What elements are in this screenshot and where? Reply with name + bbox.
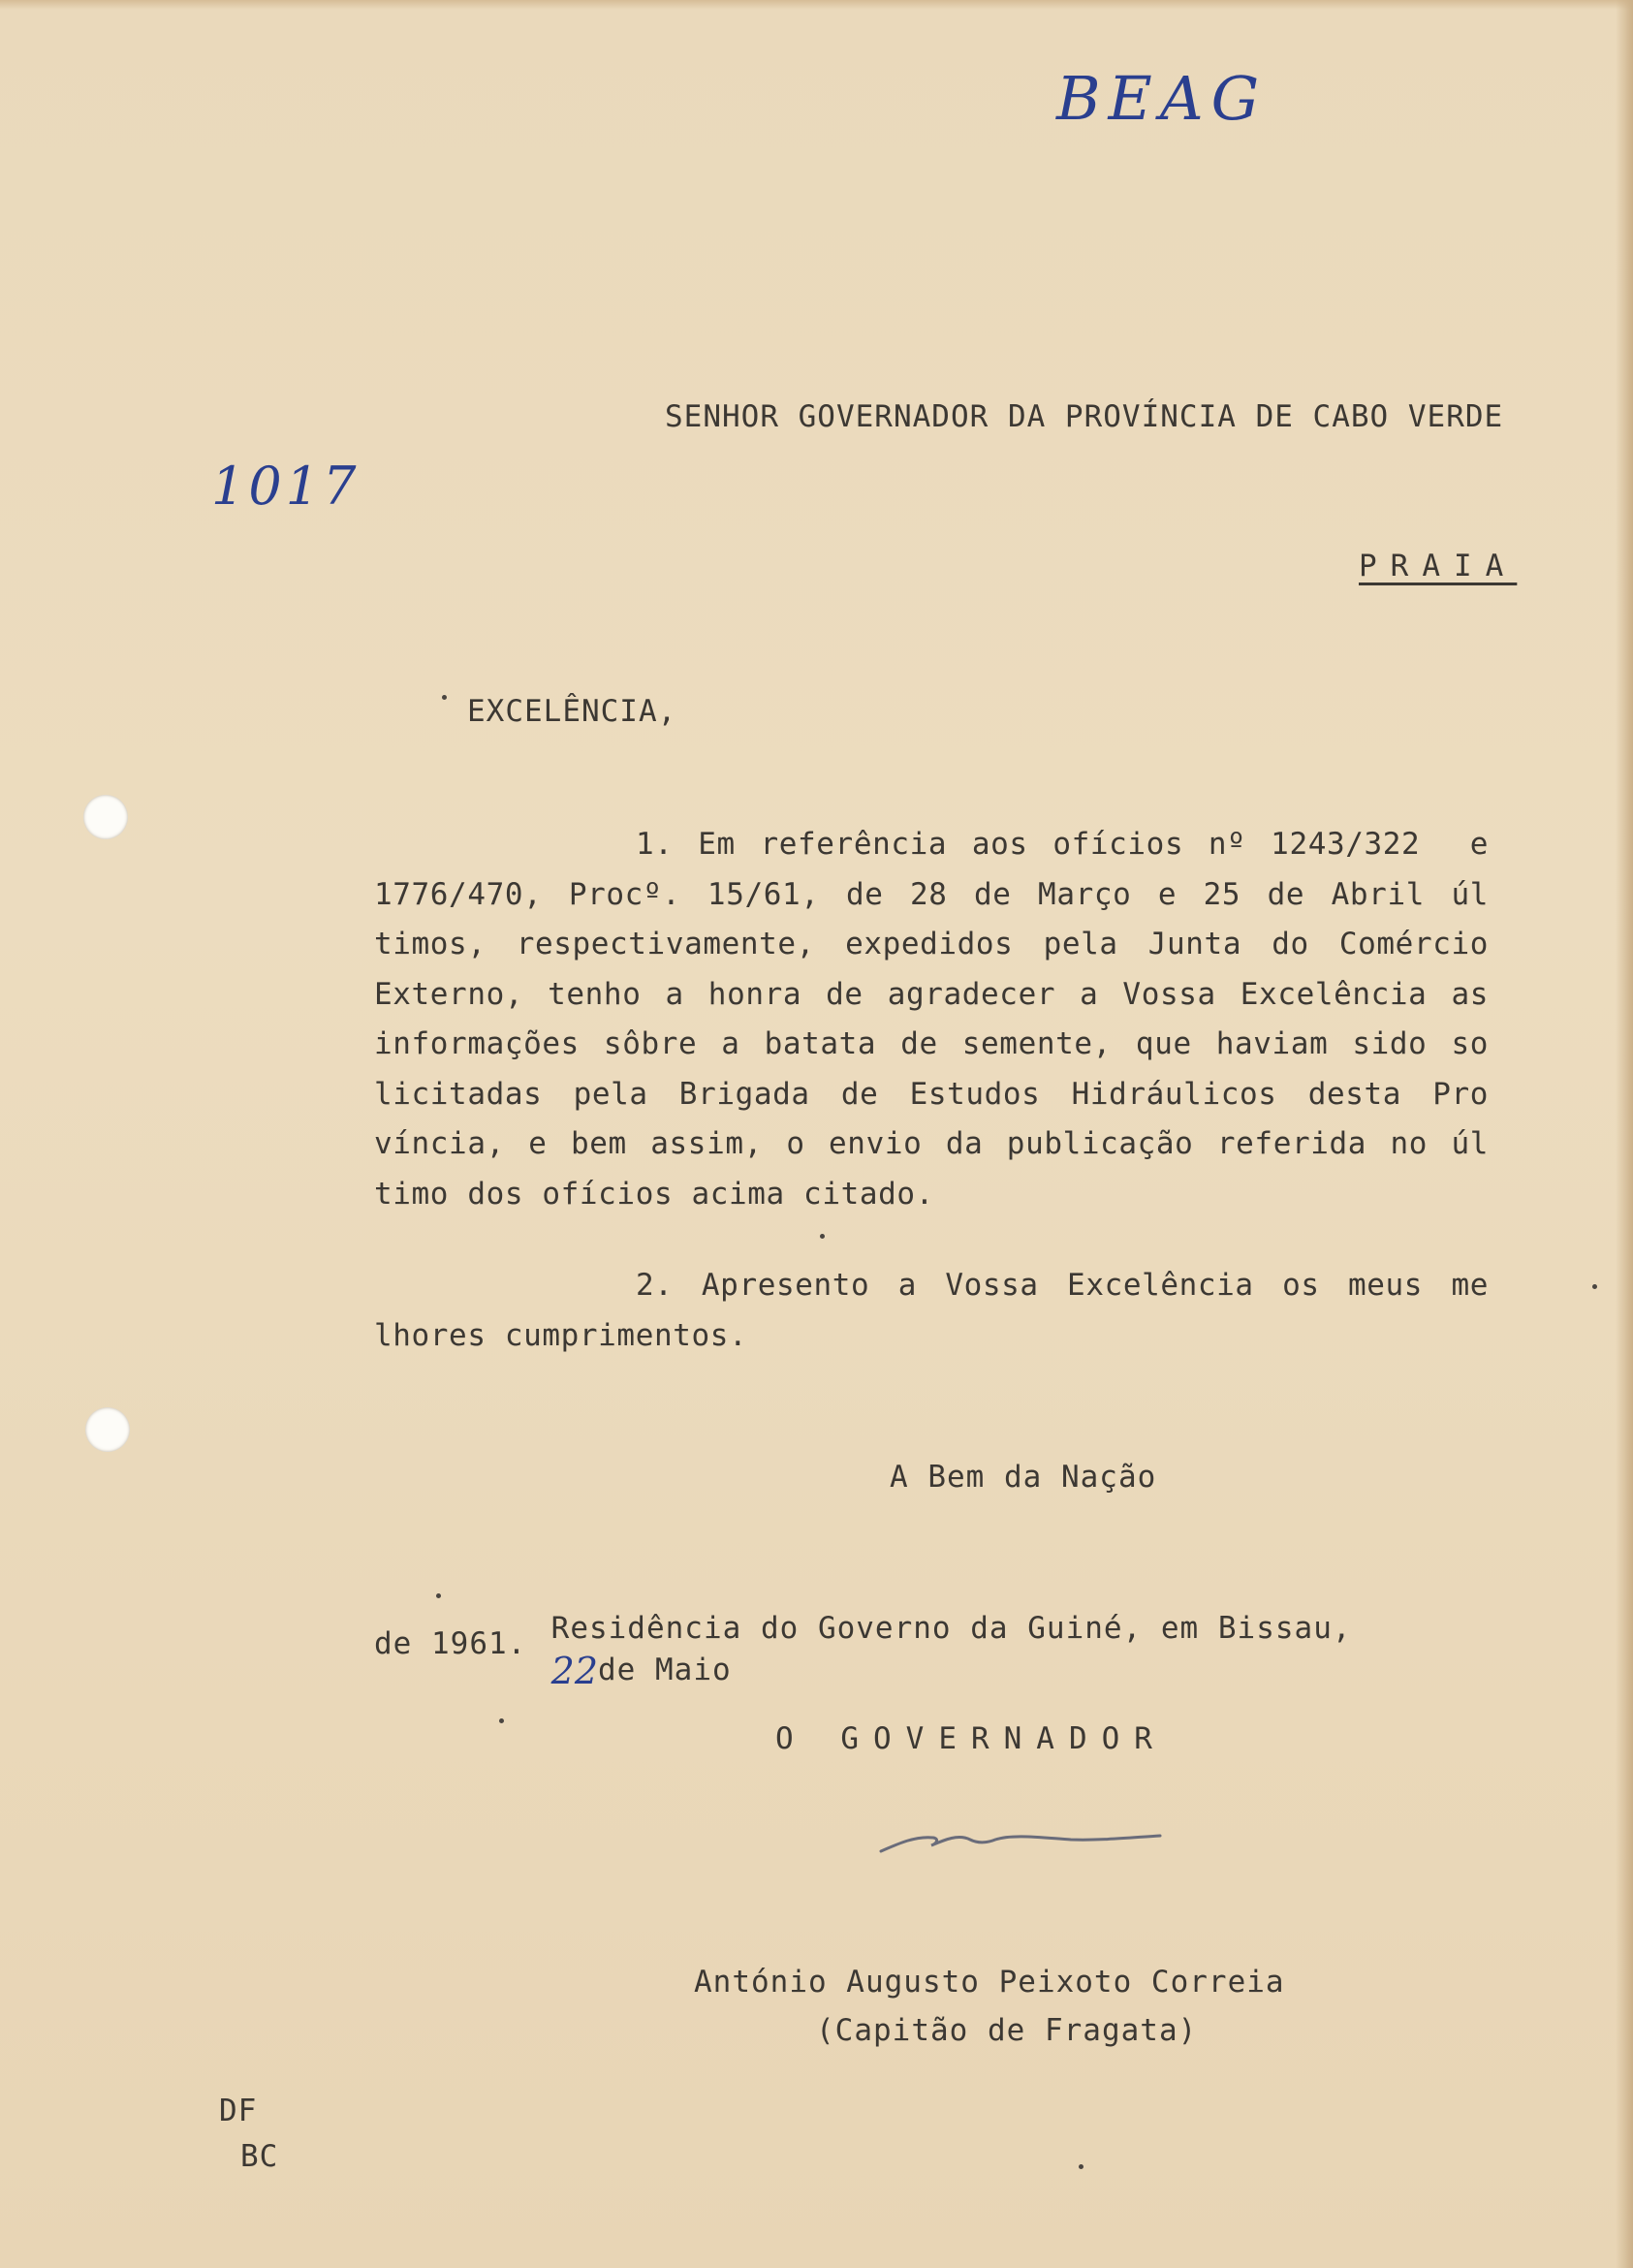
distribution-bc: BC — [240, 2139, 279, 2174]
year-line: de 1961. — [374, 1626, 527, 1661]
paragraph-1-line-4: Externo, tenho a honra de agradecer a Vossa Excelência as — [374, 976, 1489, 1012]
paragraph-2-line-1: 2. Apresento a Vossa Excelência os meus me — [636, 1268, 1489, 1303]
signatory-name: António Augusto Peixoto Correia — [694, 1965, 1285, 2000]
paragraph-1-line-5: informações sôbre a batata de semente, que haviam sido so — [374, 1026, 1489, 1061]
stray-dot — [499, 1718, 504, 1723]
signature-title: O GOVERNADOR — [775, 1721, 1167, 1756]
handwritten-reference-code: BEAG — [1056, 63, 1268, 134]
stray-dot — [820, 1234, 825, 1239]
paragraph-1-line-2: 1776/470, Procº. 15/61, de 28 de Março e 25 de Abril úl — [374, 876, 1489, 912]
closing-motto: A Bem da Nação — [890, 1460, 1157, 1495]
punch-hole-upper — [83, 795, 128, 839]
handwritten-margin-number: 1017 — [211, 456, 361, 517]
stray-dot — [442, 695, 447, 700]
signature-squiggle-drawn — [877, 1814, 1168, 1869]
paragraph-1-line-7: víncia, e bem assim, o envio da publicação referida no úl — [374, 1126, 1489, 1161]
paragraph-1-line-8: timo dos ofícios acima citado. — [374, 1176, 934, 1212]
paragraph-1 — [374, 820, 1489, 1219]
salutation: EXCELÊNCIA, — [467, 694, 677, 729]
signature-hand-scrawl — [872, 1322, 1182, 1384]
addressee-line: SENHOR GOVERNADOR DA PROVÍNCIA DE CABO VERDE — [665, 399, 1504, 434]
paragraph-1-line-3: timos, respectivamente, expedidos pela Junta do Comércio — [374, 927, 1489, 961]
distribution-df: DF — [219, 2094, 258, 2128]
handwritten-day: 22 — [550, 1650, 599, 1692]
signatory-rank: (Capitão de Fragata) — [816, 2013, 1198, 2048]
punch-hole-lower — [85, 1407, 130, 1452]
stray-dot — [1592, 1284, 1597, 1289]
paper-right-edge — [1616, 0, 1633, 2268]
paragraph-1-line-1: 1. Em referência aos ofícios nº 1243/322 e — [636, 827, 1489, 862]
place-date-start: Residência do Governo da Guiné, em Bissau, — [550, 1611, 1352, 1646]
place-date-end: de Maio — [598, 1653, 732, 1687]
city-line: PRAIA — [1359, 549, 1518, 583]
stray-dot — [436, 1593, 441, 1598]
paragraph-2-line-2: lhores cumprimentos. — [374, 1317, 748, 1353]
place-date-line — [475, 1576, 1352, 1723]
stray-dot — [1079, 2164, 1083, 2169]
paper-top-edge — [0, 0, 1633, 10]
paragraph-1-line-6: licitadas pela Brigada de Estudos Hidráulicos desta Pro — [374, 1076, 1489, 1112]
